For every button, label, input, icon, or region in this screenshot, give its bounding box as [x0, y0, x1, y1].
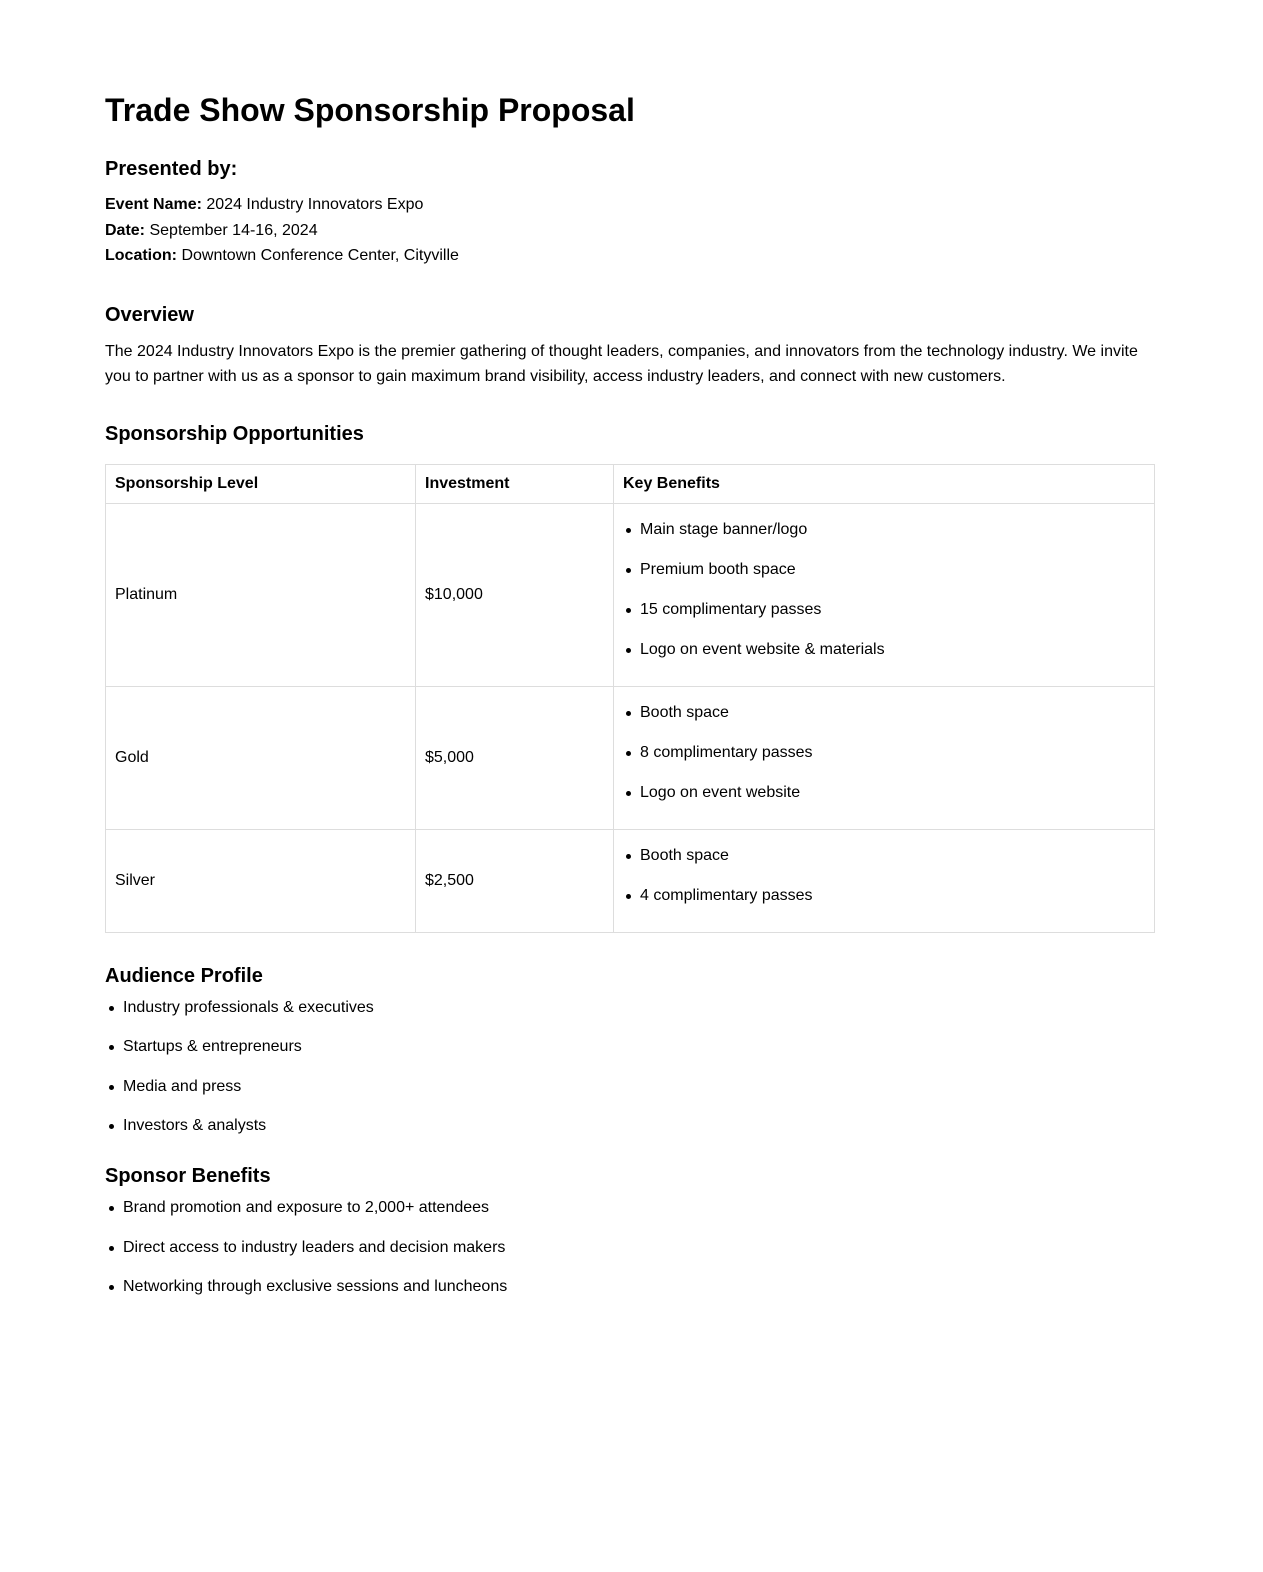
- event-name-label: Event Name:: [105, 196, 202, 213]
- page-title: Trade Show Sponsorship Proposal: [105, 92, 635, 128]
- column-header-investment: Investment: [416, 464, 614, 503]
- event-date-line: [105, 218, 1155, 244]
- sponsorship-level-cell: Gold: [106, 686, 416, 829]
- sponsor-benefits-heading: Sponsor Benefits: [105, 1165, 271, 1187]
- event-name-value: 2024 Industry Innovators Expo: [206, 196, 424, 213]
- list-item: Logo on event website & materials: [640, 638, 1145, 662]
- audience-profile-list: [105, 996, 1155, 1139]
- table-row-platinum: [106, 503, 1155, 686]
- key-benefits-cell: [614, 686, 1155, 829]
- table-row-silver: [106, 829, 1155, 932]
- list-item: Brand promotion and exposure to 2,000+ attendees: [123, 1196, 1155, 1220]
- list-item: Startups & entrepreneurs: [123, 1035, 1155, 1059]
- list-item: Networking through exclusive sessions and luncheons: [123, 1275, 1155, 1299]
- event-meta: [105, 192, 1155, 269]
- list-item: Premium booth space: [640, 558, 1145, 582]
- sponsorship-level-cell: Silver: [106, 829, 416, 932]
- list-item: Media and press: [123, 1075, 1155, 1099]
- presented-by-heading: Presented by:: [105, 158, 238, 180]
- list-item: 15 complimentary passes: [640, 598, 1145, 622]
- key-benefits-cell: [614, 503, 1155, 686]
- sponsorship-opportunities-heading: Sponsorship Opportunities: [105, 422, 364, 445]
- key-benefits-list: [623, 830, 1145, 932]
- sponsorship-level-cell: Platinum: [106, 503, 416, 686]
- event-location-line: [105, 243, 1155, 269]
- column-header-benefits: Key Benefits: [614, 464, 1155, 503]
- investment-cell: $10,000: [416, 503, 614, 686]
- event-location-value: Downtown Conference Center, Cityville: [181, 247, 459, 264]
- list-item: Investors & analysts: [123, 1114, 1155, 1138]
- list-item: 8 complimentary passes: [640, 741, 1145, 765]
- event-name-line: [105, 192, 1155, 218]
- investment-cell: $5,000: [416, 686, 614, 829]
- table-header-row: [106, 464, 1155, 503]
- list-item: Industry professionals & executives: [123, 996, 1155, 1020]
- event-date-value: September 14-16, 2024: [149, 221, 318, 239]
- key-benefits-list: [623, 504, 1145, 686]
- column-header-level: Sponsorship Level: [106, 464, 416, 503]
- list-item: Main stage banner/logo: [640, 518, 1145, 542]
- sponsor-benefits-list: [105, 1196, 1155, 1299]
- list-item: 4 complimentary passes: [640, 884, 1145, 908]
- list-item: Logo on event website: [640, 781, 1145, 805]
- key-benefits-list: [623, 687, 1145, 829]
- event-location-label: Location:: [105, 247, 177, 264]
- list-item: Booth space: [640, 701, 1145, 725]
- list-item: Direct access to industry leaders and decision makers: [123, 1236, 1155, 1260]
- overview-text: The 2024 Industry Innovators Expo is the premier gathering of thought leaders, companies, and innovators from the technology industry. We invite you to partner with us as a sponsor to gain maximum brand visibility, access industry leaders, and connect with new customers.: [105, 342, 1138, 385]
- key-benefits-cell: [614, 829, 1155, 932]
- sponsorship-table: [105, 464, 1155, 933]
- investment-cell: $2,500: [416, 829, 614, 932]
- table-row-gold: [106, 686, 1155, 829]
- overview-heading: Overview: [105, 303, 194, 326]
- list-item: Booth space: [640, 844, 1145, 868]
- audience-profile-heading: Audience Profile: [105, 964, 263, 987]
- event-date-label: Date:: [105, 221, 146, 239]
